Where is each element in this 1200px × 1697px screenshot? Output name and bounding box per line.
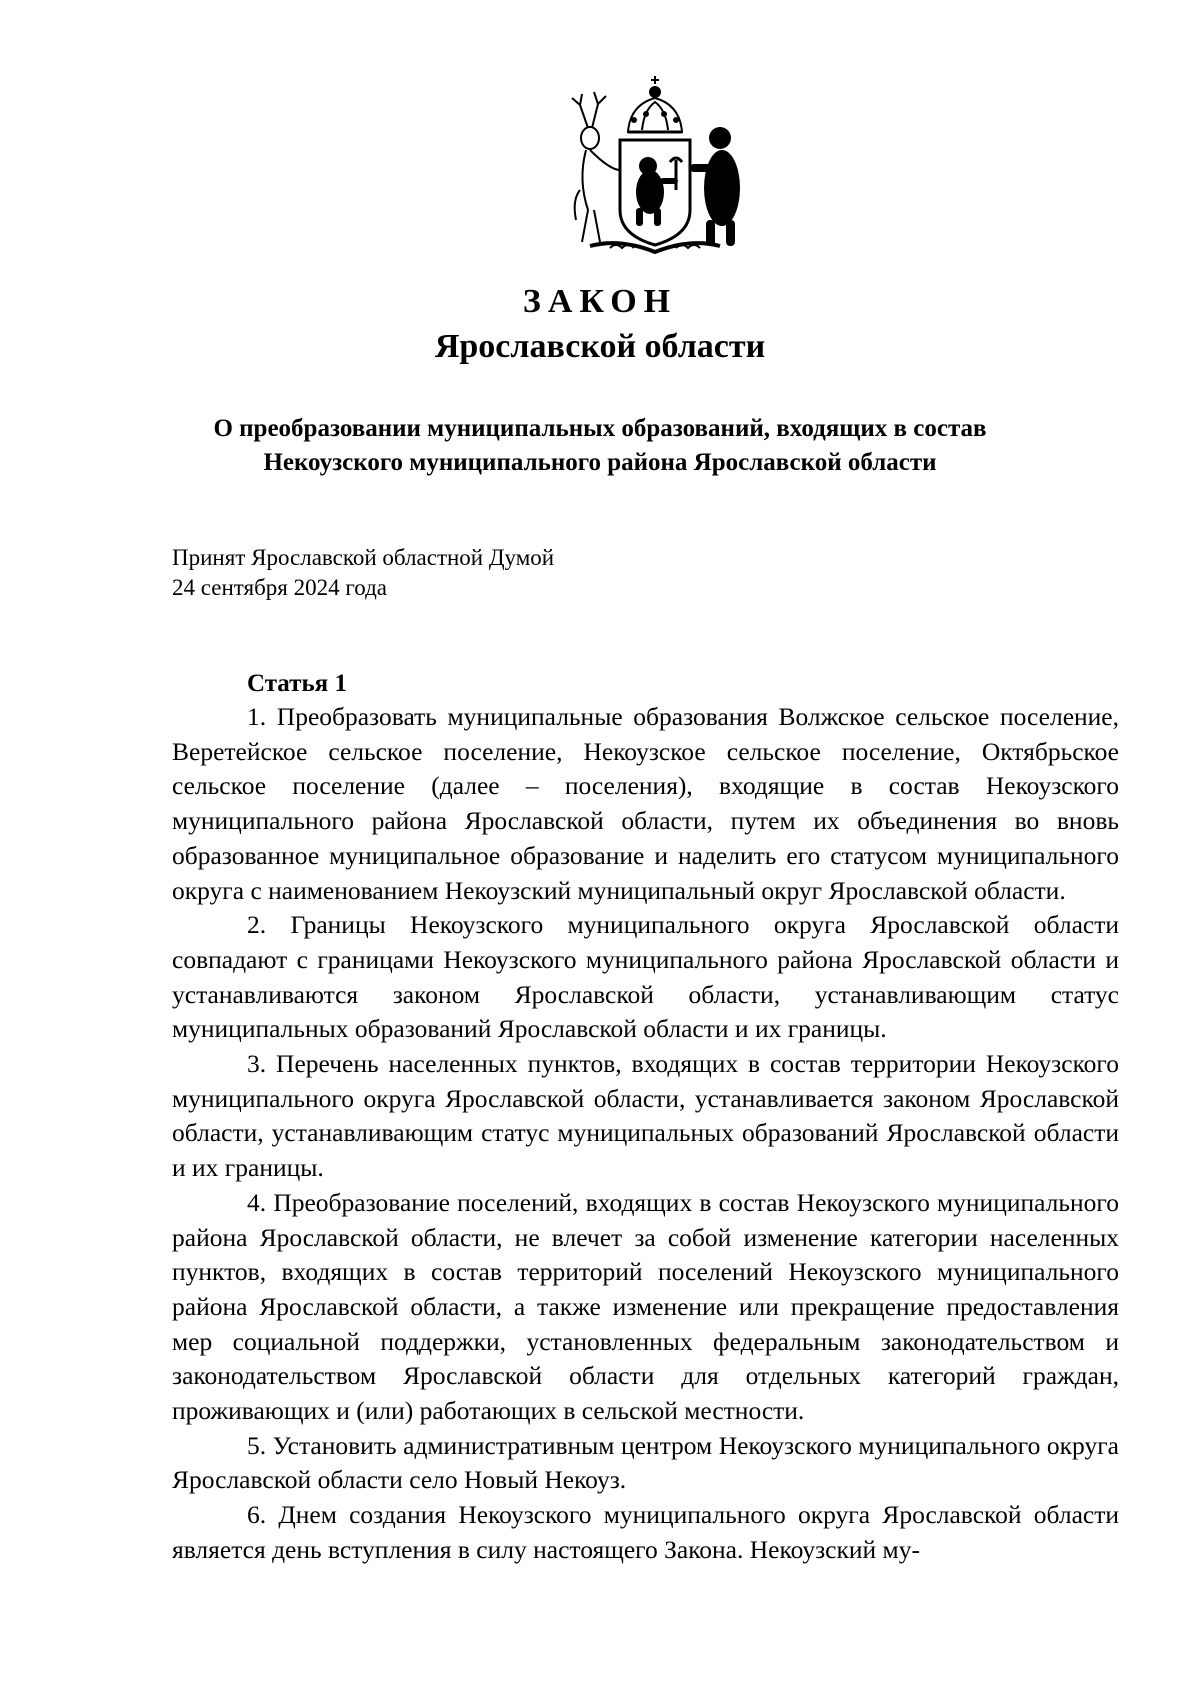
article-paragraph: 2. Границы Некоузского муниципального округа Ярославской области совпадают с границами Некоузского муниципального района Ярославской области и устанавливаются законом Ярославской области, устанавливающим статус муниципальных образований Ярославской области и их границы. bbox=[172, 910, 1119, 1044]
law-subject-line: О преобразовании муниципальных образований, входящих в состав bbox=[213, 415, 987, 442]
article-paragraph: 4. Преобразование поселений, входящих в состав Некоузского муниципального района Ярославской области, не влечет за собой изменение категории населенных пунктов, входящих в состав территорий поселений Некоузского муниципального района Ярославской области, а также изменение или прекращение предоставления мер социальной поддержки, установленных федеральным законодательством и законодательством Ярославской области для отдельных категорий граждан, проживающих и (или) работающих в сельской местности. bbox=[172, 1187, 1119, 1426]
article-body bbox=[172, 700, 1119, 1568]
adoption-info bbox=[172, 543, 554, 603]
coat-of-arms-icon bbox=[550, 70, 760, 260]
crown-icon bbox=[628, 76, 682, 132]
deer-icon bbox=[572, 92, 620, 242]
document-type-title: ЗАКОН bbox=[522, 283, 678, 320]
article-paragraph: 5. Установить административным центром Некоузского муниципального округа Ярославской области село Новый Некоуз. bbox=[172, 1430, 1119, 1495]
adoption-body: Принят Ярославской областной Думой bbox=[172, 545, 555, 570]
article-paragraph: 1. Преобразовать муниципальные образования Волжское сельское поселение, Веретейское сельское поселение, Некоузское сельское поселение, Октябрьское сельское поселение (далее – поселения), входящие в состав Некоузского муниципального района Ярославской области, путем их объединения во вновь образованное муниципальное образование и наделить его статусом муниципального округа с наименованием Некоузский муниципальный округ Ярославской области. bbox=[172, 702, 1119, 905]
standing-bear-icon bbox=[690, 127, 740, 246]
law-subject-line: Некоузского муниципального района Ярославской области bbox=[263, 449, 937, 476]
law-subject bbox=[150, 412, 1050, 480]
adoption-date: 24 сентября 2024 года bbox=[172, 575, 387, 600]
issuing-region-title: Ярославской области bbox=[434, 328, 766, 365]
article-heading: Статья 1 bbox=[247, 670, 347, 697]
article-paragraph: 6. Днем создания Некоузского муниципального округа Ярославской области является день вступления в силу настоящего Закона. Некоузский му- bbox=[172, 1500, 1119, 1564]
article-paragraph: 3. Перечень населенных пунктов, входящих в состав территории Некоузского муниципального округа Ярославской области, устанавливается законом Ярославской области, устанавливающим статус муниципальных образований Ярославской области и их границы. bbox=[172, 1049, 1119, 1183]
